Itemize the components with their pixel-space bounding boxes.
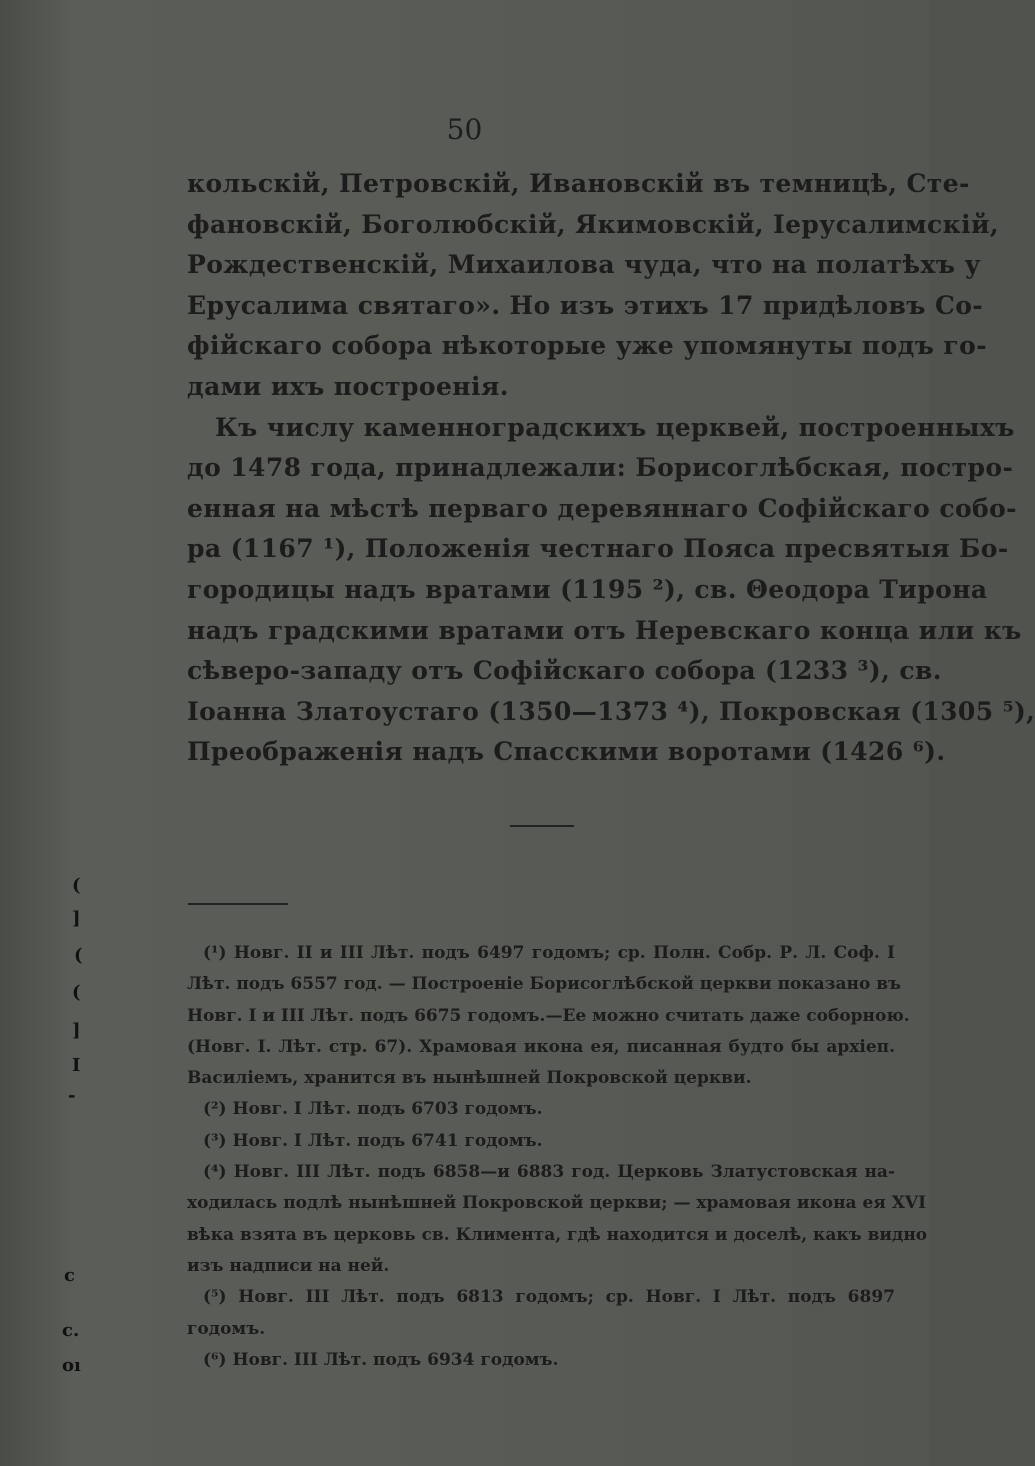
footnote-line: годомъ.	[187, 1318, 266, 1339]
margin-mark: -	[68, 1085, 76, 1106]
text-line: Къ числу каменноградскихъ церквей, построенныхъ	[215, 412, 1015, 442]
margin-mark: c	[64, 1265, 75, 1286]
margin-mark: oı	[62, 1355, 81, 1376]
margin-mark: ]	[72, 1020, 81, 1041]
footnote-line: (¹) Новг. II и III Лѣт. подъ 6497 годомъ; ср. Полн. Собр. Р. Л. Соф. I	[203, 943, 895, 963]
text-line: Преображенія надъ Спасскими воротами (1426 ⁶).	[187, 737, 946, 767]
footnote-line: (²) Новг. I Лѣт. подъ 6703 годомъ.	[203, 1099, 543, 1120]
text-line: городицы надъ вратами (1195 ²), св. Θеодора Тирона	[187, 574, 988, 604]
text-line: ра (1167 ¹), Положенія честнаго Пояса пресвятыя Бо-	[187, 534, 1009, 564]
margin-mark: (	[72, 982, 81, 1003]
footnote-line: вѣка взята въ церковь св. Климента, гдѣ находится и доселѣ, какъ видно	[187, 1224, 928, 1245]
footnote-line: (Новг. I. Лѣт. стр. 67). Храмовая икона ея, писанная будто бы архіеп.	[187, 1036, 895, 1057]
margin-mark: (	[74, 945, 83, 966]
text-line: дами ихъ построенія.	[187, 371, 509, 401]
section-divider	[510, 825, 574, 827]
margin-mark: c.	[62, 1320, 80, 1341]
margin-mark: ]	[72, 908, 81, 929]
footnote-line: (⁵) Новг. III Лѣт. подъ 6813 годомъ; ср. Новг. I Лѣт. подъ 6897	[203, 1287, 895, 1308]
margin-mark: I	[72, 1055, 81, 1076]
footnote-line: изъ надписи на ней.	[187, 1255, 390, 1276]
footnote-line: Василіемъ, хранится въ нынѣшней Покровской церкви.	[187, 1068, 752, 1089]
text-line: кольскій, Петровскій, Ивановскій въ темницѣ, Сте-	[187, 169, 970, 198]
text-line: фійскаго собора нѣкоторые уже упомянуты подъ го-	[187, 331, 987, 361]
text-line: фановскій, Боголюбскій, Якимовскій, Іерусалимскій,	[187, 209, 1000, 239]
footnote-line: (⁴) Новг. III Лѣт. подъ 6858—и 6883 год. Церковь Златустовская на-	[203, 1162, 895, 1183]
text-line: надъ градскими вратами отъ Неревскаго конца или къ	[187, 615, 1022, 645]
text-line: сѣверо-западу отъ Софійскаго собора (1233 ³), св.	[187, 656, 942, 686]
text-line: Рождественскій, Михаилова чуда, что на полатѣхъ у	[187, 250, 981, 280]
main-text	[187, 164, 1035, 773]
footnotes	[187, 938, 928, 1376]
text-line: Ерусалима святаго». Но изъ этихъ 17 придѣловъ Со-	[187, 290, 984, 320]
text-line: до 1478 года, принадлежали: Борисоглѣбская, постро-	[187, 453, 1014, 483]
page-number: 50	[446, 113, 483, 146]
text-line: енная на мѣстѣ перваго деревяннаго Софійскаго собо-	[187, 493, 1017, 523]
footnote-line: Лѣт. подъ 6557 год. — Построеніе Борисоглѣбской церкви показано въ	[187, 974, 902, 995]
footnote-line: (³) Новг. I Лѣт. подъ 6741 годомъ.	[203, 1130, 543, 1151]
footnote-rule	[188, 903, 288, 905]
footnote-line: (⁶) Новг. III Лѣт. подъ 6934 годомъ.	[203, 1349, 559, 1370]
margin-mark: (	[72, 875, 81, 896]
text-line: Іоанна Златоустаго (1350—1373 ⁴), Покровская (1305 ⁵),	[187, 696, 1035, 726]
footnote-line: ходилась подлѣ нынѣшней Покровской церкви; — храмовая икона ея XVI	[187, 1193, 927, 1214]
footnote-line: Новг. I и III Лѣт. подъ 6675 годомъ.—Ее можно считать даже соборною.	[187, 1005, 910, 1026]
